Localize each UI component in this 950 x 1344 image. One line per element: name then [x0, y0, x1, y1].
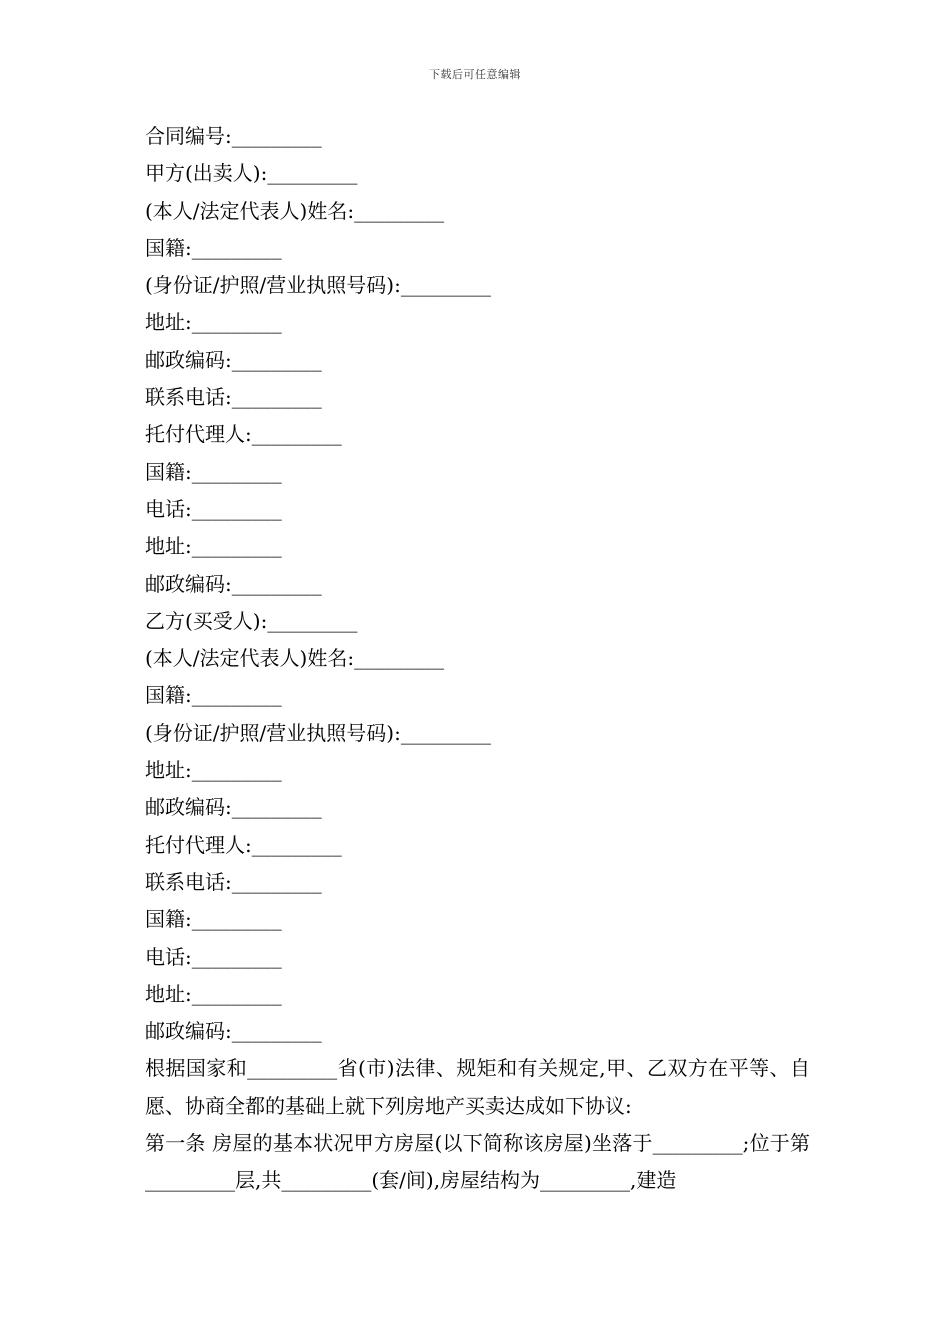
field-party-a-agent-address: 地址:_________ [145, 534, 282, 559]
field-party-a-phone: 联系电话:_________ [145, 385, 322, 410]
field-party-a-agent-nationality: 国籍:_________ [145, 459, 282, 484]
field-party-b-phone: 联系电话:_________ [145, 869, 322, 894]
field-party-b-id-number: (身份证/护照/营业执照号码):_________ [145, 720, 491, 745]
agreement-preamble: 根据国家和_________省(市)法律、规矩和有关规定,甲、乙双方在平等、自愿、协商全都的基础上就下列房地产买卖达成如下协议: [145, 1056, 810, 1118]
field-party-a-agent-postcode: 邮政编码:_________ [145, 571, 322, 596]
field-party-b-agent-postcode: 邮政编码:_________ [145, 1019, 322, 1044]
field-party-a-seller: 甲方(出卖人):_________ [145, 161, 358, 186]
field-party-b-buyer: 乙方(买受人):_________ [145, 608, 358, 633]
field-party-b-agent-nationality: 国籍:_________ [145, 907, 282, 932]
field-party-b-name: (本人/法定代表人)姓名:_________ [145, 646, 445, 671]
field-party-b-address: 地址:_________ [145, 758, 282, 783]
article-one-property-info: 第一条 房屋的基本状况甲方房屋(以下简称该房屋)坐落于_________;位于第_________层,共_________(套/间),房屋结构为_________,建造 [145, 1131, 810, 1193]
field-party-b-agent-address: 地址:_________ [145, 981, 282, 1006]
field-party-a-address: 地址:_________ [145, 310, 282, 335]
field-party-a-nationality: 国籍:_________ [145, 235, 282, 260]
field-party-a-agent-phone: 电话:_________ [145, 496, 282, 521]
field-party-a-postcode: 邮政编码:_________ [145, 347, 322, 372]
contract-body [145, 118, 810, 1200]
field-party-a-id-number: (身份证/护照/营业执照号码):_________ [145, 273, 491, 298]
field-party-a-name: (本人/法定代表人)姓名:_________ [145, 198, 445, 223]
field-party-a-agent: 托付代理人:_________ [145, 422, 342, 447]
field-contract-number: 合同编号:_________ [145, 124, 322, 148]
page-header-note: 下载后可任意编辑 [429, 68, 521, 81]
field-party-b-agent: 托付代理人:_________ [145, 832, 342, 857]
field-party-b-agent-phone: 电话:_________ [145, 944, 282, 969]
field-party-b-nationality: 国籍:_________ [145, 683, 282, 708]
field-party-b-postcode: 邮政编码:_________ [145, 795, 322, 820]
